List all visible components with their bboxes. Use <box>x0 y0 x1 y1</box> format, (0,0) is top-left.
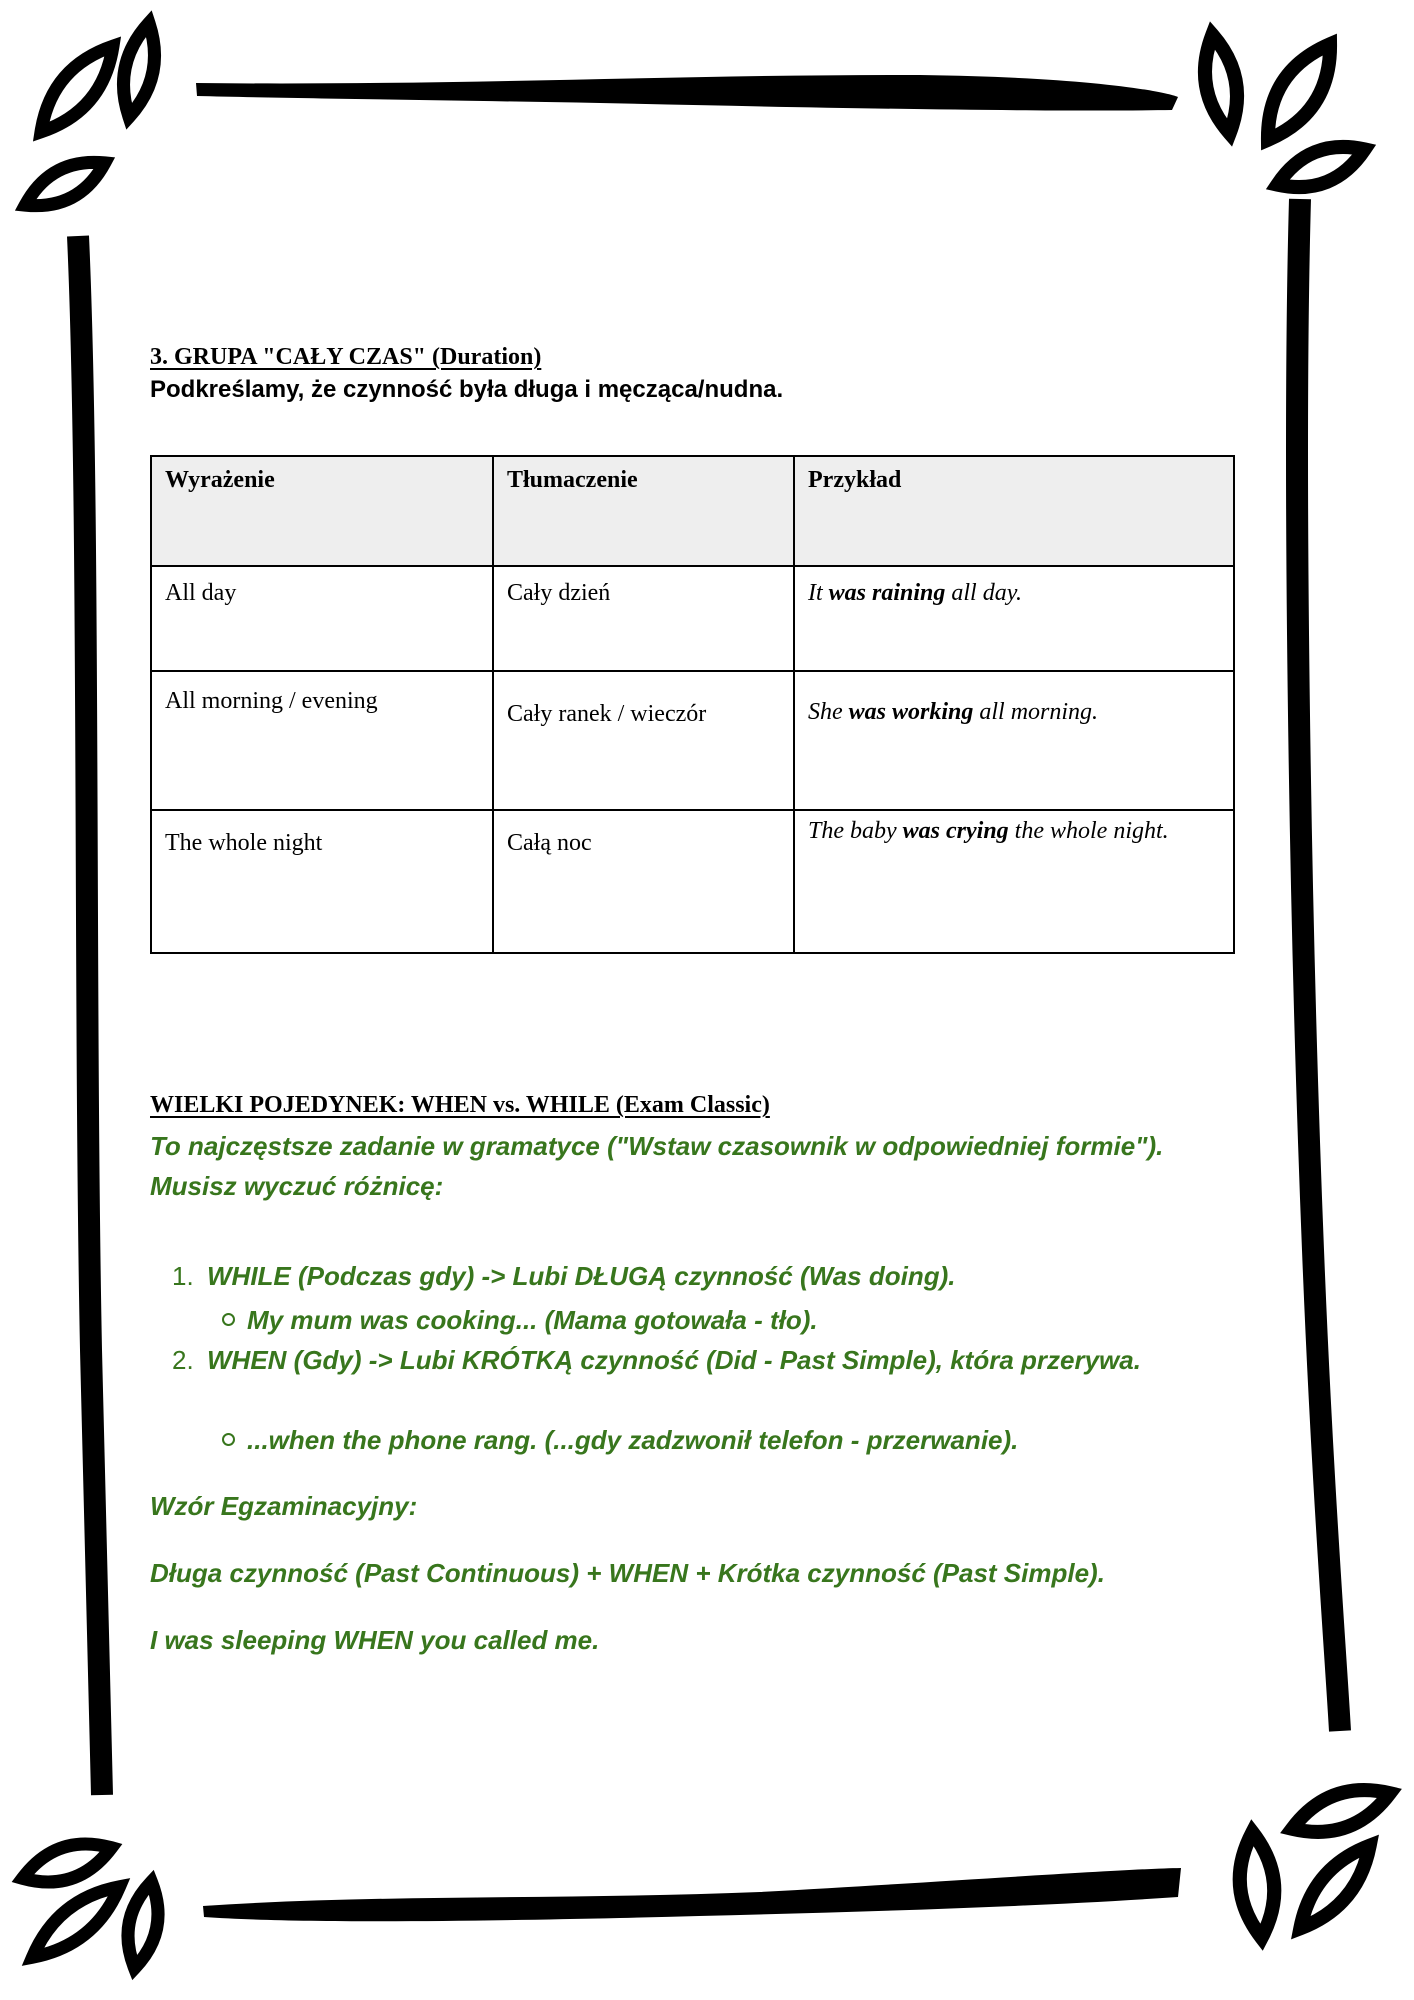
list-number: 2. <box>172 1345 194 1375</box>
section2-intro: To najczęstsze zadanie w gramatyce ("Wstaw czasownik w odpowiedniej formie"). Musisz wyczuć różnicę: <box>150 1131 1164 1201</box>
border-line-top <box>196 75 1178 111</box>
leaf-icon <box>17 1833 116 1894</box>
leaf-icon <box>1235 1831 1278 1940</box>
example-cell <box>794 810 1234 953</box>
example-text-normal: She <box>808 699 849 725</box>
table-row <box>151 810 1234 953</box>
corner-leaves-top-left <box>18 20 162 218</box>
list-item-1 <box>150 1256 1175 1296</box>
circle-bullet-icon <box>222 1313 235 1326</box>
leaf-icon <box>1289 1836 1381 1938</box>
list-subitem-text: My mum was cooking... (Mama gotowała - tło). <box>247 1305 818 1335</box>
example-cell <box>794 671 1234 810</box>
example-text-normal: The baby <box>808 818 903 844</box>
list-item-2 <box>150 1340 1175 1380</box>
leaf-icon <box>1252 34 1346 150</box>
column-header-wyrazenie: Wyrażenie <box>151 456 493 566</box>
example-text-normal: It <box>808 580 829 606</box>
expression-cell: All morning / evening <box>151 671 493 810</box>
example-text-normal: all morning. <box>973 699 1099 725</box>
list-item-text: WHEN (Gdy) -> Lubi KRÓTKĄ czynność (Did - Past Simple), która przerywa. <box>207 1345 1141 1375</box>
example-text-bold: was raining <box>828 580 946 606</box>
column-header-tlumaczenie: Tłumaczenie <box>493 456 794 566</box>
corner-leaves-bottom-left <box>17 1833 165 1971</box>
translation-cell: Cały ranek / wieczór <box>493 671 794 810</box>
corner-leaves-top-right <box>1198 32 1371 199</box>
table-header-row <box>151 456 1234 566</box>
border-line-right <box>1297 199 1340 1731</box>
duration-table <box>150 455 1235 954</box>
circle-bullet-icon <box>222 1433 235 1446</box>
example-text-normal: all day. <box>945 580 1023 606</box>
list-number: 1. <box>172 1261 194 1291</box>
leaf-icon <box>18 150 112 219</box>
example-text-bold: was crying <box>902 818 1009 844</box>
column-header-przyklad: Przykład <box>794 456 1234 566</box>
expression-cell: The whole night <box>151 810 493 953</box>
translation-cell: Cały dzień <box>493 566 794 671</box>
example-text-bold: was working <box>848 699 974 725</box>
leaf-icon <box>23 1875 129 1969</box>
leaf-icon <box>115 20 162 120</box>
leaf-icon <box>121 1879 165 1971</box>
table-row <box>151 566 1234 671</box>
formula-example: I was sleeping WHEN you called me. <box>150 1625 600 1655</box>
formula-text: Długa czynność (Past Continuous) + WHEN + Krótka czynność (Past Simple). <box>150 1558 1105 1588</box>
expression-cell: All day <box>151 566 493 671</box>
translation-cell: Całą noc <box>493 810 794 953</box>
list-subitem-text: ...when the phone rang. (...gdy zadzwonił telefon - przerwanie). <box>247 1425 1019 1455</box>
section1-heading: 3. GRUPA "CAŁY CZAS" (Duration) <box>150 344 542 370</box>
list-subitem-2 <box>222 1420 1172 1460</box>
example-text-normal: the whole night. <box>1008 818 1169 844</box>
example-cell <box>794 566 1234 671</box>
list-subitem-1 <box>222 1300 1172 1340</box>
corner-leaves-bottom-right <box>1235 1777 1395 1939</box>
table-row <box>151 671 1234 810</box>
border-line-left <box>78 236 102 1795</box>
leaf-icon <box>28 35 126 143</box>
border-line-bottom <box>203 1868 1181 1921</box>
leaf-icon <box>1271 135 1370 200</box>
section1-subtitle: Podkreślamy, że czynność była długa i męcząca/nudna. <box>150 376 784 403</box>
leaf-icon <box>1198 32 1245 136</box>
list-item-text: WHILE (Podczas gdy) -> Lubi DŁUGĄ czynność (Was doing). <box>207 1261 956 1291</box>
formula-label: Wzór Egzaminacyjny: <box>150 1491 418 1521</box>
section2-heading: WIELKI POJEDYNEK: WHEN vs. WHILE (Exam Classic) <box>150 1092 770 1118</box>
leaf-icon <box>1286 1777 1395 1845</box>
